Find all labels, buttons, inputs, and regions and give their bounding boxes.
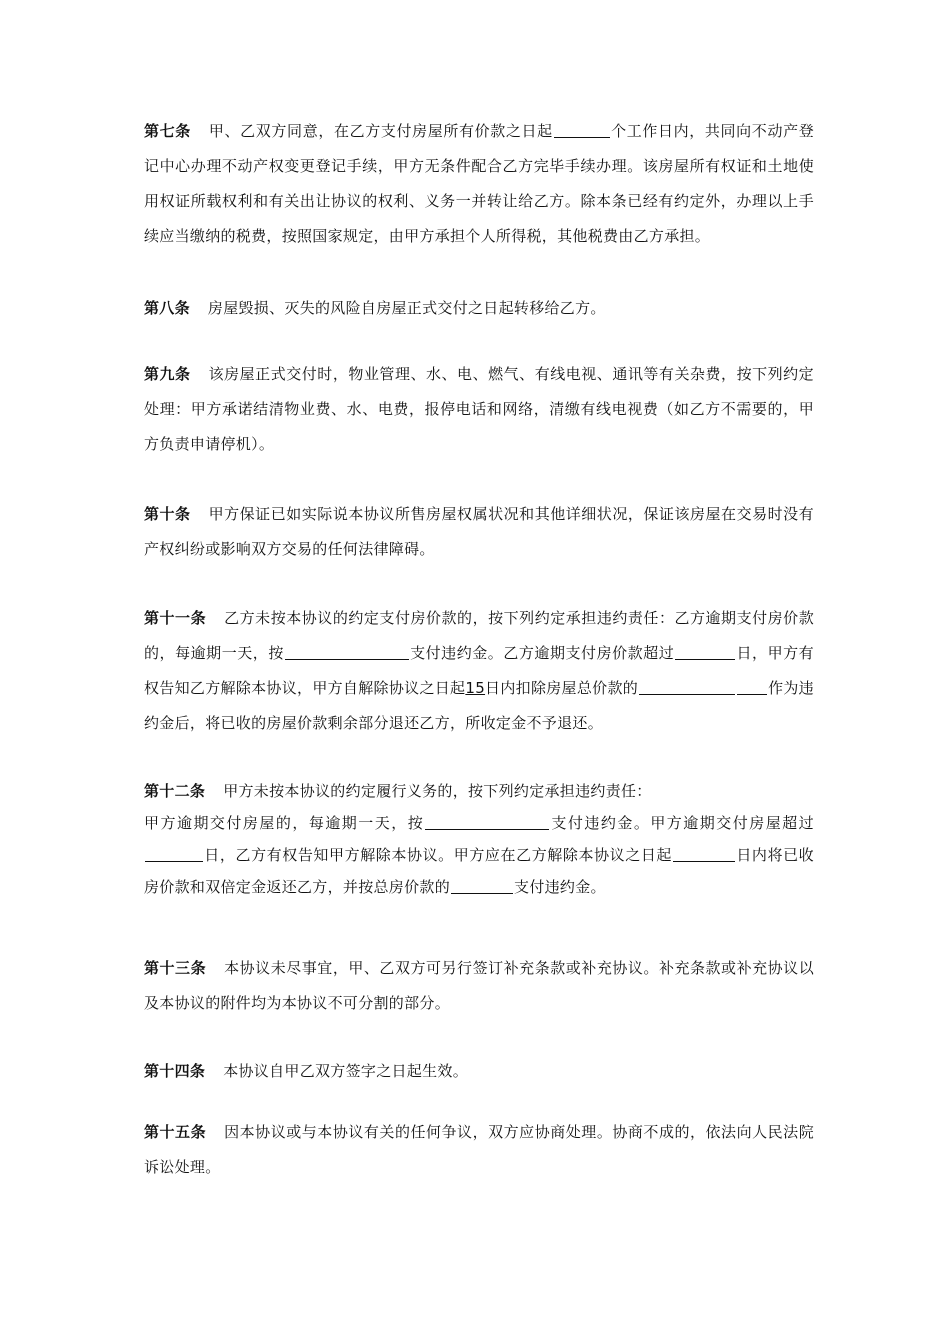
blank-line — [554, 119, 610, 138]
article-14 — [144, 1054, 814, 1089]
article-number: 第十五条 — [144, 1123, 207, 1141]
article-number: 第十三条 — [144, 959, 207, 977]
article-text: 日内将已收房价款和双倍定金返还乙方，并按总房价款的 — [144, 846, 814, 896]
article-text: 该房屋正式交付时，物业管理、水、电、燃气、有线电视、通讯等有关杂费，按下列约定处理：甲方承诺结清物业费、水、电费，报停电话和网络，清缴有线电视费（如乙方不需要的，甲方负责申请停机）。 — [144, 365, 814, 453]
blank-line — [425, 811, 549, 830]
article-number: 第十二条 — [144, 782, 206, 800]
article-number: 第十一条 — [144, 609, 207, 627]
article-text: 甲方逾期交付房屋的，每逾期一天，按 — [144, 814, 425, 832]
article-15 — [144, 1115, 814, 1185]
article-text: 日，乙方有权告知甲方解除本协议。甲方应在乙方解除本协议之日起 — [204, 846, 673, 864]
article-number: 第九条 — [144, 365, 191, 383]
article-9 — [144, 357, 814, 462]
article-text: 支付违约金。 — [514, 878, 606, 896]
article-number: 第十条 — [144, 505, 191, 523]
article-8 — [144, 291, 814, 326]
article-text: 甲、乙双方同意，在乙方支付房屋所有价款之日起 — [208, 122, 553, 140]
article-text: 个工作日内，共同向不动产登记中心办理不动产权变更登记手续，甲方无条件配合乙方完毕手续办理。该房屋所有权证和土地使用权证所载权利和有关出让协议的权利、义务一并转让给乙方。除本条已经有约定外，办理以上手续应当缴纳的税费，按照国家规定，由甲方承担个人所得税，其他税费由乙方承担。 — [144, 122, 815, 245]
filled-value: 15 — [465, 679, 486, 697]
blank-line — [639, 676, 735, 695]
article-text: 本协议未尽事宜，甲、乙双方可另行签订补充条款或补充协议。补充条款或补充协议以及本协议的附件均为本协议不可分割的部分。 — [144, 959, 815, 1012]
article-text: 支付违约金。乙方逾期支付房价款超过 — [409, 644, 675, 662]
article-13 — [144, 951, 814, 1021]
article-text: 甲方未按本协议的约定履行义务的，按下列约定承担违约责任： — [223, 782, 652, 800]
blank-line — [675, 641, 735, 660]
article-number: 第七条 — [144, 122, 191, 140]
article-text: 甲方保证已如实际说本协议所售房屋权属状况和其他详细状况，保证该房屋在交易时没有产权纠纷或影响双方交易的任何法律障碍。 — [144, 505, 814, 558]
article-text: 因本协议或与本协议有关的任何争议，双方应协商处理。协商不成的，依法向人民法院诉讼处理。 — [144, 1123, 815, 1176]
blank-line — [737, 676, 767, 695]
article-text: 日内扣除房屋总价款的 — [485, 679, 639, 697]
article-text: 支付违约金。甲方逾期交付房屋超过 — [550, 814, 814, 832]
blank-line — [285, 641, 409, 660]
article-number: 第八条 — [144, 299, 190, 317]
article-text: 日，甲方有权告知乙方解除本协议，甲方自解除协议之日起 — [144, 644, 814, 697]
blank-line — [673, 843, 735, 862]
blank-line — [145, 843, 203, 862]
article-7 — [144, 114, 814, 254]
article-text: 作为违约金后，将已收的房屋价款剩余部分退还乙方，所收定金不予退还。 — [144, 679, 814, 732]
article-text: 乙方未按本协议的约定支付房价款的，按下列约定承担违约责任：乙方逾期支付房价款的，每逾期一天，按 — [144, 609, 815, 662]
blank-line — [451, 875, 513, 894]
article-number: 第十四条 — [144, 1062, 206, 1080]
article-text: 本协议自甲乙双方签字之日起生效。 — [223, 1062, 469, 1080]
article-10 — [144, 497, 814, 567]
article-12 — [144, 775, 814, 903]
article-11 — [144, 601, 814, 741]
article-text: 房屋毁损、灭失的风险自房屋正式交付之日起转移给乙方。 — [207, 299, 606, 317]
